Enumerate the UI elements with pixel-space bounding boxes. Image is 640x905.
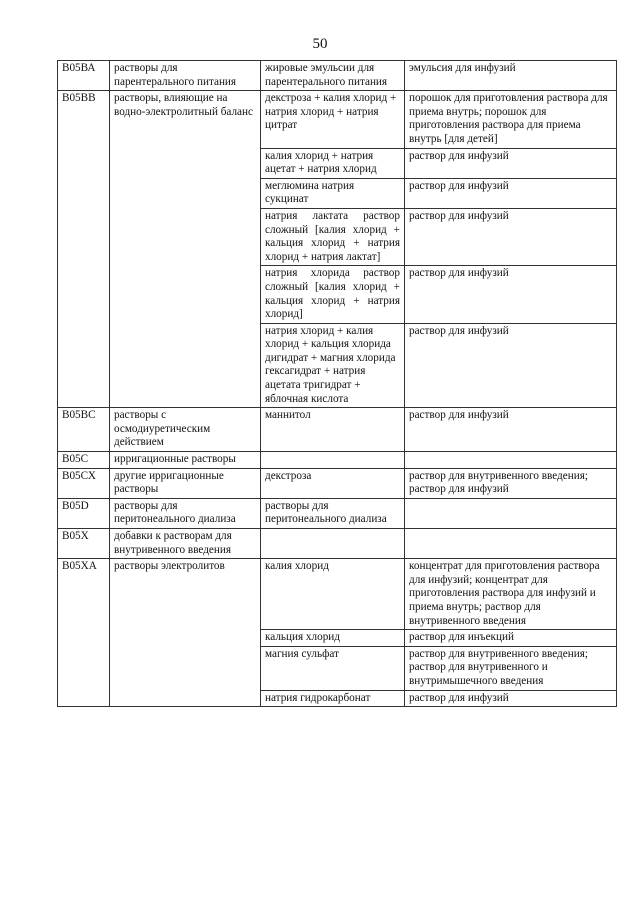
dosage-form: раствор для инфузий xyxy=(405,408,617,452)
dosage-form: порошок для приготовления раствора для приема внутрь; порошок для приготовления раствора для приема внутрь [для детей] xyxy=(405,91,617,148)
atc-code: В05D xyxy=(58,498,110,528)
drug-name: декстроза + калия хлорид + натрия хлорид + натрия цитрат xyxy=(261,91,405,148)
table-row xyxy=(58,452,617,469)
table-row xyxy=(58,498,617,528)
drug-name xyxy=(261,529,405,559)
atc-code: В05ВВ xyxy=(58,91,110,408)
drug-name: натрия хлорид + калия хлорид + кальция хлорида дигидрат + магния хлорида гексагидрат + натрия ацетата тригидрат + яблочная кислота xyxy=(261,323,405,408)
group-name: растворы для парентерального питания xyxy=(110,61,261,91)
dosage-form-line: раствор для внутривенного и внутримышечного введения xyxy=(409,661,548,687)
dosage-form: раствор для инъекций xyxy=(405,630,617,647)
dosage-form: раствор для инфузий xyxy=(405,323,617,408)
drug-name: калия хлорид + натрия ацетат + натрия хлорид xyxy=(261,148,405,178)
atc-code: В05С xyxy=(58,452,110,469)
dosage-form: концентрат для приготовления раствора для инфузий; концентрат для приготовления раствора для инфузий и приема внутрь; раствор для внутривенного введения xyxy=(405,559,617,630)
drug-name: жировые эмульсии для парентерального питания xyxy=(261,61,405,91)
drug-table xyxy=(57,60,617,707)
dosage-form: раствор для инфузий xyxy=(405,178,617,208)
dosage-form xyxy=(405,529,617,559)
group-name: растворы электролитов xyxy=(110,559,261,707)
drug-name: натрия хлорида раствор сложный [калия хлорид + кальция хлорид + натрия хлорид] xyxy=(261,266,405,323)
drug-name: растворы для перитонеального диализа xyxy=(261,498,405,528)
drug-name: натрия гидрокарбонат xyxy=(261,690,405,707)
dosage-form: раствор для инфузий xyxy=(405,208,617,265)
drug-name: декстроза xyxy=(261,468,405,498)
dosage-form: раствор для инфузий xyxy=(405,148,617,178)
dosage-form: раствор для внутривенного введения; раствор для инфузий xyxy=(405,468,617,498)
page-number: 50 xyxy=(312,36,328,52)
group-name: другие ирригационные растворы xyxy=(110,468,261,498)
atc-code: В05ВС xyxy=(58,408,110,452)
table-row xyxy=(58,408,617,452)
atc-code: В05ХА xyxy=(58,559,110,707)
table-row xyxy=(58,61,617,91)
group-name: ирригационные растворы xyxy=(110,452,261,469)
drug-name: кальция хлорид xyxy=(261,630,405,647)
dosage-form xyxy=(405,646,617,690)
drug-name: магния сульфат xyxy=(261,646,405,690)
table-row xyxy=(58,559,617,630)
table-row xyxy=(58,468,617,498)
group-name: растворы для перитонеального диализа xyxy=(110,498,261,528)
atc-code: В05СХ xyxy=(58,468,110,498)
dosage-form xyxy=(405,452,617,469)
drug-name: калия хлорид xyxy=(261,559,405,630)
drug-name xyxy=(261,452,405,469)
atc-code: В05Х xyxy=(58,529,110,559)
drug-name: маннитол xyxy=(261,408,405,452)
group-name: добавки к растворам для внутривенного введения xyxy=(110,529,261,559)
atc-code: В05ВА xyxy=(58,61,110,91)
table-row xyxy=(58,91,617,148)
dosage-form: раствор для инфузий xyxy=(405,266,617,323)
dosage-form-line: раствор для внутривенного введения; xyxy=(409,647,588,660)
dosage-form: раствор для инфузий xyxy=(405,690,617,707)
drug-name: меглюмина натрия сукцинат xyxy=(261,178,405,208)
drug-name: натрия лактата раствор сложный [калия хлорид + кальция хлорид + натрия хлорид + натрия лактат] xyxy=(261,208,405,265)
dosage-form xyxy=(405,498,617,528)
group-name: растворы с осмодиуретическим действием xyxy=(110,408,261,452)
dosage-form: эмульсия для инфузий xyxy=(405,61,617,91)
table-row xyxy=(58,529,617,559)
group-name: растворы, влияющие на водно-электролитный баланс xyxy=(110,91,261,408)
